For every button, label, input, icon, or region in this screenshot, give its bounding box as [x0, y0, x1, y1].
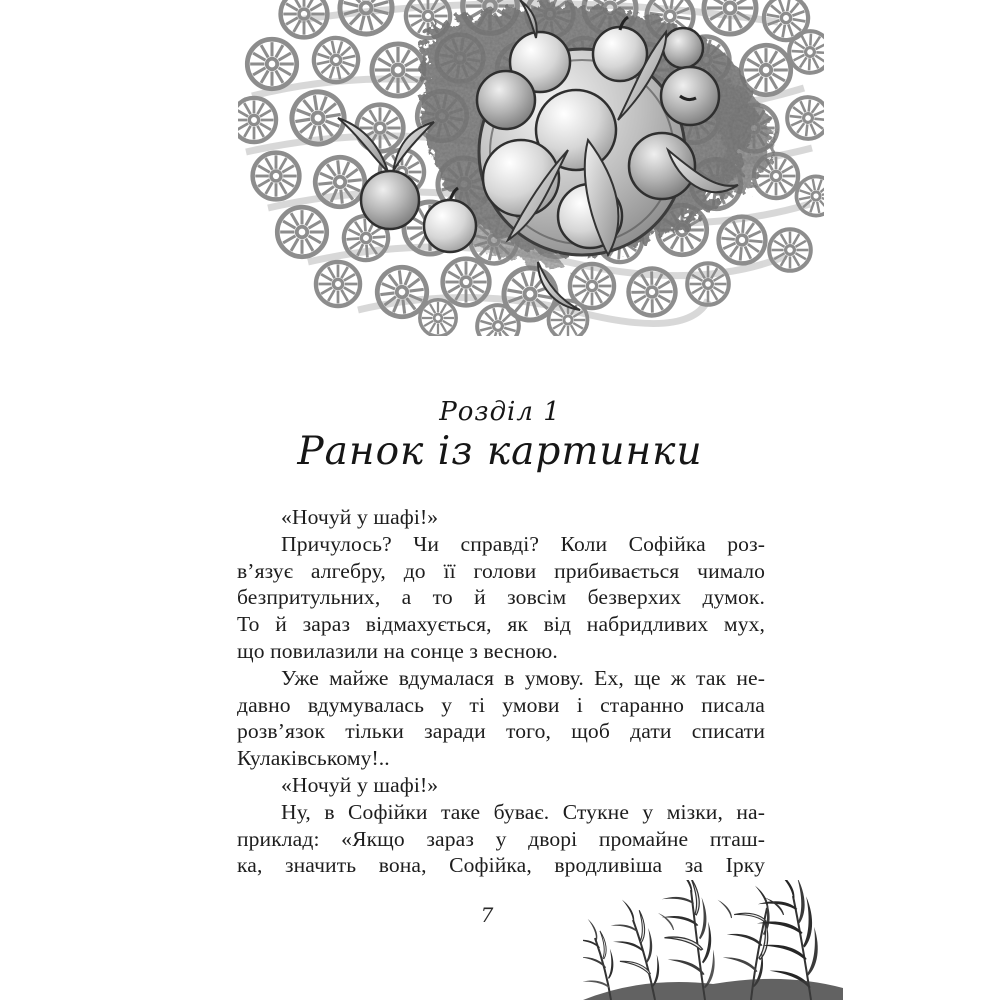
chapter-title: Ранок із картинки — [297, 429, 703, 474]
chapter-heading: Розділ 1 — [439, 397, 561, 427]
fern-illustration — [583, 880, 843, 1000]
text-line: в’язує алгебру, до її голови прибивається чимало — [237, 558, 765, 583]
text-line: Кулаківському!.. — [237, 746, 390, 771]
text-line: що повилазили на сонце з весною. — [237, 638, 558, 663]
text-line: Ну, в Софійки таке буває. Стукне у мізки, на- — [281, 799, 765, 824]
text-line: безпритульних, а то й зовсім безверхих думок. — [237, 585, 765, 610]
text-line: розв’язок тільки заради того, щоб дати списати — [237, 719, 765, 744]
text-line: То й зараз відмахується, як від набридливих мух, — [237, 612, 765, 637]
page-number: 7 — [480, 903, 494, 927]
body-text — [237, 504, 765, 879]
fern-base — [583, 979, 843, 1000]
text-line: «Ночуй у шафі!» — [281, 772, 439, 797]
fruit-bowl-illustration — [238, 0, 824, 336]
text-line: «Ночуй у шафі!» — [281, 505, 439, 529]
text-line: приклад: «Якщо зараз у дворі промайне пташ- — [237, 826, 765, 851]
text-line: Уже майже вдумалася в умову. Ех, ще ж так не- — [281, 665, 765, 690]
text-line: ка, значить вона, Софійка, вродливіша за Ірку — [237, 853, 765, 878]
text-line: давно вдумувалась у ті умови і старанно писала — [237, 692, 765, 717]
text-line: Причулось? Чи справді? Коли Софійка роз- — [281, 531, 765, 556]
